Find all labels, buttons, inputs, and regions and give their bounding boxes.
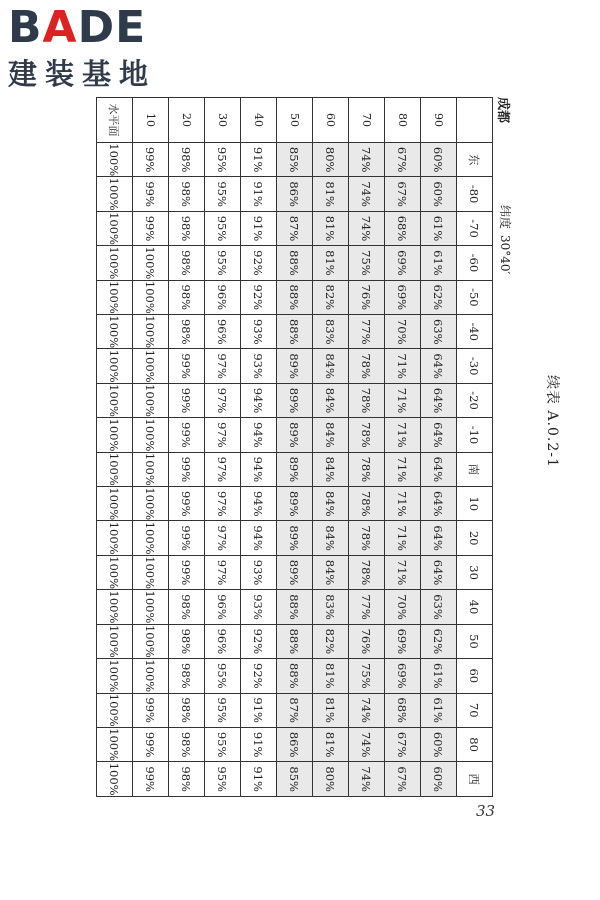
row-label: 60: [313, 98, 349, 143]
row-label: 80: [385, 98, 421, 143]
table-cell: 62%: [421, 624, 457, 658]
table-cell: 77%: [349, 315, 385, 349]
column-header: -30: [457, 349, 493, 383]
table-cell: 96%: [205, 315, 241, 349]
table-cell: 76%: [349, 624, 385, 658]
table-cell: 100%: [133, 590, 169, 624]
table-cell: 100%: [133, 315, 169, 349]
table-cell: 68%: [385, 693, 421, 727]
table-cell: 80%: [313, 762, 349, 797]
table-cell: 99%: [169, 487, 205, 521]
table-cell: 74%: [349, 693, 385, 727]
table-cell: 100%: [97, 762, 133, 797]
table-cell: 94%: [241, 418, 277, 452]
page-number: 33: [476, 802, 496, 820]
table-cell: 69%: [385, 624, 421, 658]
table-cell: 98%: [169, 590, 205, 624]
table-cell: 100%: [97, 659, 133, 693]
table-cell: 63%: [421, 590, 457, 624]
table-cell: 100%: [97, 280, 133, 314]
table-cell: 84%: [313, 383, 349, 417]
table-cell: 74%: [349, 143, 385, 177]
table-cell: 64%: [421, 418, 457, 452]
table-cell: 93%: [241, 349, 277, 383]
table-cell: 95%: [205, 211, 241, 245]
table-cell: 94%: [241, 521, 277, 555]
table-cell: 95%: [205, 246, 241, 280]
table-cell: 100%: [133, 521, 169, 555]
table-header-row: [457, 98, 493, 797]
latitude-value: 30°40′: [498, 235, 512, 275]
table-cell: 100%: [97, 727, 133, 761]
table-cell: 81%: [313, 727, 349, 761]
table-cell: 86%: [277, 727, 313, 761]
table-cell: 84%: [313, 349, 349, 383]
table-cell: 100%: [97, 418, 133, 452]
table-cell: 88%: [277, 315, 313, 349]
row-label: 20: [169, 98, 205, 143]
table-row: [421, 98, 457, 797]
table-cell: 100%: [133, 383, 169, 417]
table-cell: 64%: [421, 555, 457, 589]
table-cell: 78%: [349, 383, 385, 417]
table-cell: 93%: [241, 590, 277, 624]
logo-subtitle: 建装基地: [8, 57, 157, 91]
table-cell: 97%: [205, 349, 241, 383]
column-header: 30: [457, 555, 493, 589]
table-cell: 100%: [133, 555, 169, 589]
table-cell: 61%: [421, 211, 457, 245]
table-cell: 91%: [241, 727, 277, 761]
table-cell: 95%: [205, 143, 241, 177]
table-cell: 84%: [313, 521, 349, 555]
table-cell: 78%: [349, 487, 385, 521]
table-cell: 88%: [277, 280, 313, 314]
table-cell: 94%: [241, 383, 277, 417]
table-cell: 92%: [241, 659, 277, 693]
table-cell: 100%: [97, 349, 133, 383]
table-cell: 83%: [313, 315, 349, 349]
table-cell: 98%: [169, 624, 205, 658]
column-header: 东: [457, 143, 493, 177]
table-cell: 100%: [133, 624, 169, 658]
table-cell: 92%: [241, 624, 277, 658]
table-cell: 77%: [349, 590, 385, 624]
table-cell: 75%: [349, 659, 385, 693]
table-cell: 100%: [97, 211, 133, 245]
table-cell: 69%: [385, 246, 421, 280]
corner-cell: [457, 98, 493, 143]
table-cell: 98%: [169, 177, 205, 211]
table-cell: 87%: [277, 211, 313, 245]
rotated-table-page: [98, 97, 560, 797]
table-cell: 95%: [205, 762, 241, 797]
table-cell: 98%: [169, 727, 205, 761]
table-cell: 95%: [205, 177, 241, 211]
table-cell: 84%: [313, 452, 349, 486]
table-cell: 95%: [205, 693, 241, 727]
table-cell: 88%: [277, 624, 313, 658]
column-header: -70: [457, 211, 493, 245]
table-cell: 74%: [349, 177, 385, 211]
table-cell: 88%: [277, 590, 313, 624]
table-cell: 98%: [169, 762, 205, 797]
table-cell: 89%: [277, 418, 313, 452]
table-cell: 81%: [313, 246, 349, 280]
column-header: 80: [457, 727, 493, 761]
table-cell: 100%: [97, 315, 133, 349]
latitude-label: 纬度: [498, 205, 512, 230]
table-cell: 71%: [385, 452, 421, 486]
table-row: [313, 98, 349, 797]
table-cell: 99%: [169, 521, 205, 555]
table-row: [277, 98, 313, 797]
table-cell: 69%: [385, 280, 421, 314]
table-cell: 96%: [205, 280, 241, 314]
table-cell: 100%: [97, 693, 133, 727]
table-cell: 85%: [277, 762, 313, 797]
table-row: [133, 98, 169, 797]
table-cell: 99%: [169, 452, 205, 486]
table-cell: 71%: [385, 418, 421, 452]
table-cell: 76%: [349, 280, 385, 314]
column-header: 60: [457, 659, 493, 693]
table-cell: 84%: [313, 487, 349, 521]
table-cell: 98%: [169, 659, 205, 693]
column-header: 70: [457, 693, 493, 727]
city-label: 成都: [495, 97, 510, 124]
table-cell: 71%: [385, 555, 421, 589]
table-cell: 100%: [133, 659, 169, 693]
table-cell: 64%: [421, 349, 457, 383]
table-cell: 78%: [349, 555, 385, 589]
table-cell: 63%: [421, 315, 457, 349]
table-cell: 60%: [421, 762, 457, 797]
table-cell: 81%: [313, 211, 349, 245]
column-header: -40: [457, 315, 493, 349]
table-cell: 78%: [349, 521, 385, 555]
shading-coefficient-table: [96, 97, 493, 797]
table-cell: 78%: [349, 349, 385, 383]
table-cell: 98%: [169, 693, 205, 727]
table-cell: 67%: [385, 143, 421, 177]
table-cell: 71%: [385, 487, 421, 521]
table-cell: 98%: [169, 143, 205, 177]
column-header: -60: [457, 246, 493, 280]
table-cell: 68%: [385, 211, 421, 245]
table-cell: 99%: [169, 418, 205, 452]
table-cell: 84%: [313, 555, 349, 589]
table-cell: 75%: [349, 246, 385, 280]
table-cell: 74%: [349, 762, 385, 797]
table-cell: 81%: [313, 659, 349, 693]
table-cell: 98%: [169, 211, 205, 245]
table-cell: 60%: [421, 143, 457, 177]
latitude-info: [497, 205, 514, 274]
table-cell: 98%: [169, 280, 205, 314]
table-cell: 100%: [133, 349, 169, 383]
table-cell: 99%: [133, 762, 169, 797]
table-cell: 91%: [241, 693, 277, 727]
table-cell: 91%: [241, 211, 277, 245]
table-cell: 67%: [385, 727, 421, 761]
table-cell: 82%: [313, 624, 349, 658]
table-cell: 94%: [241, 452, 277, 486]
column-header: 南: [457, 452, 493, 486]
bade-logo: [8, 2, 157, 93]
column-header: 10: [457, 487, 493, 521]
column-header: -80: [457, 177, 493, 211]
table-cell: 91%: [241, 762, 277, 797]
table-cell: 99%: [133, 727, 169, 761]
column-header: 40: [457, 590, 493, 624]
table-cell: 99%: [133, 177, 169, 211]
column-header: 50: [457, 624, 493, 658]
table-cell: 61%: [421, 659, 457, 693]
table-cell: 61%: [421, 693, 457, 727]
table-cell: 99%: [169, 383, 205, 417]
table-row: [349, 98, 385, 797]
table-cell: 89%: [277, 349, 313, 383]
column-header: -50: [457, 280, 493, 314]
table-row: [385, 98, 421, 797]
table-cell: 92%: [241, 246, 277, 280]
table-cell: 100%: [133, 280, 169, 314]
column-header: 20: [457, 521, 493, 555]
table-cell: 93%: [241, 555, 277, 589]
table-cell: 88%: [277, 246, 313, 280]
row-label: 40: [241, 98, 277, 143]
table-cell: 81%: [313, 693, 349, 727]
table-cell: 100%: [133, 452, 169, 486]
table-cell: 88%: [277, 659, 313, 693]
table-cell: 69%: [385, 659, 421, 693]
table-cell: 74%: [349, 727, 385, 761]
table-cell: 83%: [313, 590, 349, 624]
table-cell: 61%: [421, 246, 457, 280]
table-cell: 74%: [349, 211, 385, 245]
table-cell: 71%: [385, 383, 421, 417]
table-cell: 99%: [169, 555, 205, 589]
table-cell: 70%: [385, 315, 421, 349]
table-cell: 60%: [421, 177, 457, 211]
table-cell: 89%: [277, 487, 313, 521]
table-cell: 64%: [421, 521, 457, 555]
table-cell: 93%: [241, 315, 277, 349]
table-cell: 92%: [241, 280, 277, 314]
table-cell: 97%: [205, 383, 241, 417]
table-row: [241, 98, 277, 797]
table-cell: 64%: [421, 383, 457, 417]
table-cell: 86%: [277, 177, 313, 211]
table-body: [97, 98, 457, 797]
logo-wordmark: BADE: [8, 2, 147, 53]
table-caption: 续表 A.0.2-1: [544, 375, 560, 468]
table-cell: 94%: [241, 487, 277, 521]
table-row: [205, 98, 241, 797]
table-cell: 84%: [313, 418, 349, 452]
table-cell: 100%: [97, 624, 133, 658]
table-cell: 82%: [313, 280, 349, 314]
table-cell: 100%: [97, 452, 133, 486]
table-cell: 97%: [205, 555, 241, 589]
table-cell: 91%: [241, 177, 277, 211]
column-header: -10: [457, 418, 493, 452]
table-cell: 96%: [205, 590, 241, 624]
table-cell: 100%: [97, 143, 133, 177]
table-cell: 85%: [277, 143, 313, 177]
table-cell: 67%: [385, 177, 421, 211]
table-cell: 89%: [277, 521, 313, 555]
table-cell: 97%: [205, 418, 241, 452]
table-cell: 100%: [97, 521, 133, 555]
table-cell: 100%: [133, 418, 169, 452]
table-row: [97, 98, 133, 797]
table-cell: 64%: [421, 452, 457, 486]
table-cell: 78%: [349, 452, 385, 486]
table-cell: 100%: [97, 487, 133, 521]
row-label: 90: [421, 98, 457, 143]
column-header: 西: [457, 762, 493, 797]
table-cell: 71%: [385, 521, 421, 555]
table-cell: 80%: [313, 143, 349, 177]
table-cell: 78%: [349, 418, 385, 452]
table-cell: 62%: [421, 280, 457, 314]
table-cell: 70%: [385, 590, 421, 624]
table-cell: 95%: [205, 659, 241, 693]
table-cell: 89%: [277, 555, 313, 589]
table-cell: 97%: [205, 487, 241, 521]
table-cell: 98%: [169, 246, 205, 280]
table-cell: 89%: [277, 452, 313, 486]
table-cell: 91%: [241, 143, 277, 177]
table-cell: 100%: [133, 487, 169, 521]
table-cell: 99%: [133, 693, 169, 727]
table-cell: 99%: [133, 143, 169, 177]
table-cell: 97%: [205, 521, 241, 555]
row-label: 水平面: [97, 98, 133, 143]
table-cell: 67%: [385, 762, 421, 797]
table-cell: 100%: [133, 246, 169, 280]
row-label: 70: [349, 98, 385, 143]
table-cell: 99%: [169, 349, 205, 383]
table-cell: 87%: [277, 693, 313, 727]
table-cell: 81%: [313, 177, 349, 211]
row-label: 30: [205, 98, 241, 143]
table-cell: 100%: [97, 383, 133, 417]
table-cell: 98%: [169, 315, 205, 349]
table-cell: 71%: [385, 349, 421, 383]
table-cell: 97%: [205, 452, 241, 486]
table-cell: 96%: [205, 624, 241, 658]
table-cell: 60%: [421, 727, 457, 761]
table-cell: 99%: [133, 211, 169, 245]
row-label: 10: [133, 98, 169, 143]
table-cell: 100%: [97, 555, 133, 589]
table-cell: 100%: [97, 246, 133, 280]
table-cell: 95%: [205, 727, 241, 761]
table-row: [169, 98, 205, 797]
table-cell: 100%: [97, 177, 133, 211]
table-cell: 64%: [421, 487, 457, 521]
table-cell: 89%: [277, 383, 313, 417]
row-label: 50: [277, 98, 313, 143]
table-cell: 100%: [97, 590, 133, 624]
column-header: -20: [457, 383, 493, 417]
